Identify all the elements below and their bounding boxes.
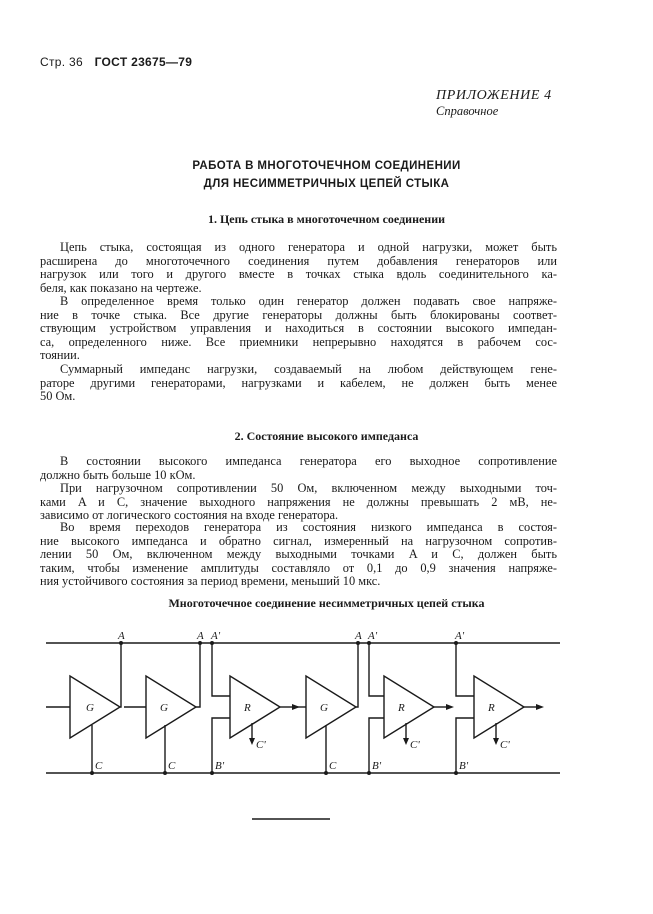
arrow-head: [403, 738, 409, 745]
point-c-prime-label: C': [256, 739, 266, 751]
text-line: Во время переходов генератора из состояния низкого импеданса в состоя-: [60, 520, 557, 534]
receiver-2: [369, 643, 446, 773]
point-b-prime-label: B': [215, 760, 225, 772]
text-line: нагрузок или того и другого вместе в точках стыка вдоль соединительного ка-: [40, 267, 557, 282]
text-line: зависимо от логического состояния на входе генератора.: [40, 508, 339, 523]
arrow-head: [493, 738, 499, 745]
receiver-2-label: R: [398, 702, 405, 714]
arrow-head: [249, 738, 255, 745]
text-line: таким, чтобы изменение амплитуды составляло от 0,1 до 0,9 значения напряже-: [40, 560, 557, 575]
text-line: беля, как показано на чертеже.: [40, 280, 202, 295]
text-line: При нагрузочном сопротивлении 50 Ом, включенном между выходными точ-: [60, 481, 557, 495]
point-a-label: A: [197, 630, 204, 642]
text-line: ние высокого импеданса и обратно сигнал, измеренный на нагрузочном сопротив-: [40, 533, 557, 548]
point-b-prime-label: B': [459, 760, 469, 772]
document-title-line-1: РАБОТА В МНОГОТОЧЕЧНОМ СОЕДИНЕНИИ: [192, 160, 461, 172]
junction-dot: [163, 771, 167, 775]
figure-caption: Многоточечное соединение несимметричных цепей стыка: [168, 596, 485, 610]
text-line: раторе другими генераторами, нагрузками и кабелем, не должен быть менее: [40, 375, 557, 390]
text-line: 50 Ом.: [40, 389, 76, 404]
receiver-1: [212, 643, 292, 773]
generator-1-label: G: [86, 702, 94, 714]
appendix-title: ПРИЛОЖЕНИЕ 4: [436, 88, 552, 103]
point-c-prime-label: C': [500, 739, 510, 751]
point-a-prime-label: A': [455, 630, 465, 642]
text-line: должно быть больше 10 кОм.: [40, 467, 196, 482]
section-2-heading: 2. Состояние высокого импеданса: [234, 429, 419, 443]
text-line: ние в точке стыка. Все другие генераторы должны быть блокированы соответ-: [40, 307, 557, 322]
point-b-prime-label: B': [372, 760, 382, 772]
receiver-3-label: R: [488, 702, 495, 714]
receiver-1-label: R: [244, 702, 251, 714]
appendix-subtitle: Справочное: [436, 104, 499, 118]
point-a-label: A: [118, 630, 125, 642]
receiver-3: [456, 643, 536, 773]
text-line: са, определенного ниже. Все приемники непрерывно находятся в рабочем сос-: [40, 334, 557, 349]
text-line: Цепь стыка, состоящая из одного генератора и одной нагрузки, может быть: [60, 240, 557, 254]
junction-dot: [367, 771, 371, 775]
arrow-head: [292, 704, 300, 710]
point-c-label: C: [95, 760, 103, 772]
generator-1: [46, 643, 121, 773]
page-number: Стр. 36: [40, 55, 83, 69]
text-line: тоянии.: [40, 348, 80, 363]
arrow-head: [446, 704, 454, 710]
section-1-heading: 1. Цепь стыка в многоточечном соединении: [207, 212, 446, 226]
text-line: Суммарный импеданс нагрузки, создаваемый на любом действующем гене-: [60, 362, 557, 376]
gost-number: ГОСТ 23675—79: [94, 55, 193, 69]
text-line: лении 50 Ом, включенном между выходными точками A и C, должен быть: [40, 547, 557, 562]
point-a-label: A: [355, 630, 362, 642]
junction-dot: [210, 771, 214, 775]
point-a-prime-label: A': [368, 630, 378, 642]
text-line: В состоянии высокого импеданса генератора его выходное сопротивление: [60, 454, 557, 468]
generator-3-label: G: [320, 702, 328, 714]
point-c-label: C: [329, 760, 337, 772]
point-c-label: C: [168, 760, 176, 772]
text-line: ния устойчивого состояния за период времени, меньший 10 мкс.: [40, 574, 381, 589]
point-c-prime-label: C': [410, 739, 420, 751]
junction-dot: [324, 771, 328, 775]
generator-2-label: G: [160, 702, 168, 714]
text-line: расширена до многоточечного соединения путем добавления генераторов или: [40, 253, 557, 268]
junction-dot: [454, 771, 458, 775]
text-line: ствующим устройством управления и находиться в состоянии высокого импедан-: [40, 321, 557, 336]
text-line: В определенное время только один генератор должен подавать свое напряже-: [60, 294, 557, 308]
document-title-line-2: ДЛЯ НЕСИММЕТРИЧНЫХ ЦЕПЕЙ СТЫКА: [203, 178, 450, 190]
junction-dot: [90, 771, 94, 775]
point-a-prime-label: A': [211, 630, 221, 642]
arrow-head: [536, 704, 544, 710]
text-line: ками A и C, значение выходного напряжения не должны превышать 2 мВ, не-: [40, 494, 557, 509]
